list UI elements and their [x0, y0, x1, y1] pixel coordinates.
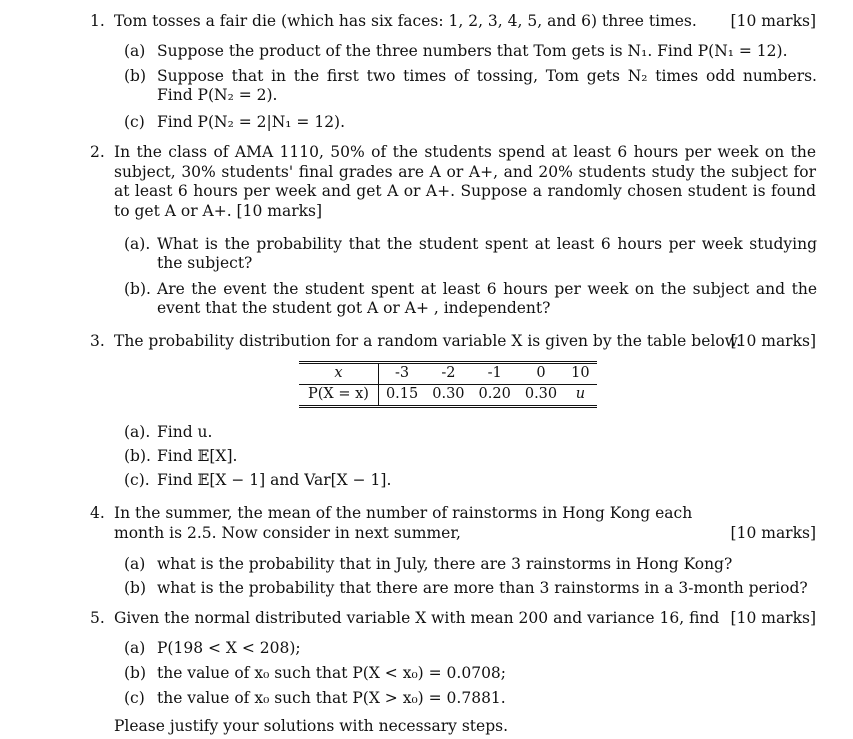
p-value: 0.30 [524, 386, 558, 403]
part-text: the value of x₀ such that P(X > x₀) = 0.7881. [157, 689, 506, 707]
x-value: -2 [425, 363, 471, 385]
question-text: In the class of AMA 1110, 50% of the students spend at least 6 hours per week on the subject, 30% students' final grades are A or A+, and 20% students study the subject for at least 6 hours per week and get A or A+. Suppose a randomly chosen student is found to get A or A+. [10 marks] [114, 143, 816, 220]
part-text: Suppose the product of the three numbers that Tom gets is N₁. Find P(N₁ = 12). [157, 42, 788, 60]
p-value: 0.30 [432, 386, 465, 403]
p-header: P(X = x) [299, 385, 378, 407]
part-label: (b) [124, 664, 147, 682]
table-row-x [299, 363, 597, 385]
footer-instruction: Please justify your solutions with necessary steps. [114, 717, 508, 735]
question-text: In the summer, the mean of the number of rainstorms in Hong Kong each month is 2.5. Now consider in next summer, [114, 504, 693, 542]
part-text: what is the probability that there are more than 3 rainstorms in a 3-month period? [157, 579, 808, 597]
part-label: (c) [124, 113, 145, 131]
part-text: P(198 < X < 208); [157, 639, 301, 657]
part-text: Find 𝔼[X − 1] and Var[X − 1]. [157, 471, 392, 489]
question-text: The probability distribution for a random variable X is given by the table below. [114, 332, 742, 350]
question-number: 1. [90, 12, 105, 30]
part-label: (a). [124, 235, 151, 253]
part-text: the value of x₀ such that P(X < x₀) = 0.0708; [157, 664, 507, 682]
x-value: 10 [564, 363, 596, 385]
part-label: (b). [124, 280, 151, 298]
part-label: (b) [124, 67, 147, 85]
part-text: Are the event the student spent at least 6 hours per week on the subject and the event that the student got A or A+ , independent? [157, 280, 817, 317]
marks-label: [10 marks] [730, 12, 816, 30]
question-text: Given the normal distributed variable X with mean 200 and variance 16, find [114, 609, 720, 627]
part-text: Find 𝔼[X]. [157, 447, 238, 465]
part-text: Suppose that in the first two times of tossing, Tom gets N₂ times odd numbers. Find P(N₂ = 2). [157, 67, 817, 104]
question-text: Tom tosses a fair die (which has six faces: 1, 2, 3, 4, 5, and 6) three times. [114, 12, 697, 30]
part-label: (b). [124, 447, 151, 465]
probability-distribution-table [299, 361, 597, 408]
part-text: What is the probability that the student spent at least 6 hours per week studying the subject? [157, 235, 817, 272]
p-value: u [575, 386, 586, 403]
marks-label: [10 marks] [730, 332, 816, 350]
question-number: 4. [90, 504, 105, 522]
question-number: 2. [90, 143, 105, 161]
part-label: (c) [124, 689, 145, 707]
part-label: (a) [124, 639, 146, 657]
x-header: x [299, 363, 378, 385]
question-number: 5. [90, 609, 105, 627]
table-row-p [299, 385, 597, 407]
p-value: 0.20 [478, 386, 511, 403]
part-label: (b) [124, 579, 147, 597]
p-value: 0.15 [385, 386, 419, 403]
part-label: (c). [124, 471, 150, 489]
marks-label: [10 marks] [730, 523, 816, 542]
part-text: what is the probability that in July, there are 3 rainstorms in Hong Kong? [157, 555, 733, 573]
x-value: 0 [518, 363, 564, 385]
x-value: -3 [378, 363, 425, 385]
question-number: 3. [90, 332, 105, 350]
marks-label: [10 marks] [730, 609, 816, 627]
part-label: (a) [124, 42, 146, 60]
part-text: Find u. [157, 423, 213, 441]
part-text: Find P(N₂ = 2|N₁ = 12). [157, 113, 346, 131]
x-value: -1 [472, 363, 518, 385]
part-label: (a) [124, 555, 146, 573]
part-label: (a). [124, 423, 151, 441]
